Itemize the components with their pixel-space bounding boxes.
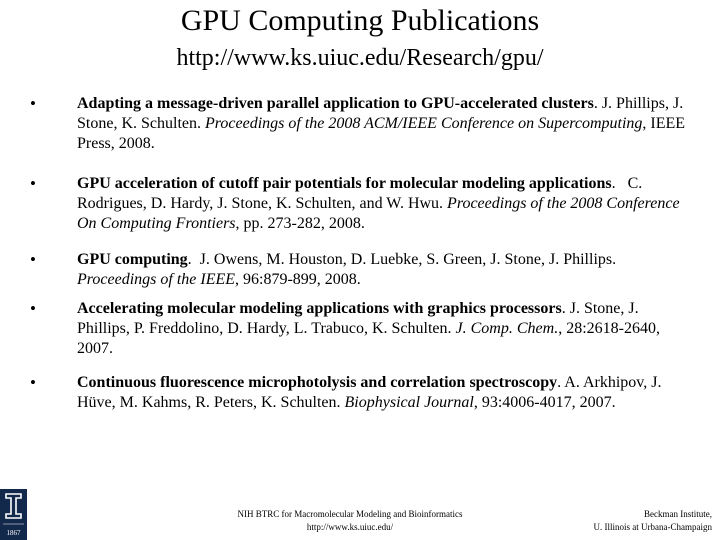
footer-organization: NIH BTRC for Macromolecular Modeling and Bioinformatics <box>237 509 463 519</box>
publication-venue: Proceedings of the 2008 Conference On Computing Frontiers <box>77 195 680 232</box>
publication-title: GPU computing <box>77 251 188 268</box>
publication-venue: Proceedings of the IEEE <box>77 271 236 288</box>
footer-right <box>532 508 712 534</box>
illinois-i-icon <box>0 489 27 540</box>
publication-details: , pp. 273-282, 2008. <box>235 215 365 232</box>
footer-center <box>225 508 475 534</box>
publication-citation <box>77 299 689 359</box>
publication-authors: J. Phillips, J. Stone, K. Schulten. <box>77 95 684 132</box>
title-separator: . <box>593 95 598 112</box>
publication-details: , 96:879-899, 2008. <box>235 271 361 288</box>
publication-authors: A. Arkhipov, J. Hüve, M. Kahms, R. Peters, K. Schulten. <box>77 374 662 411</box>
publication-details: , 28:2618-2640, 2007. <box>77 320 660 357</box>
publication-title: Accelerating molecular modeling applications with graphics processors <box>77 300 562 317</box>
publication-venue: J. Comp. Chem. <box>455 320 559 337</box>
publication-title: Adapting a message-driven parallel application to GPU-accelerated clusters <box>77 95 594 112</box>
title-separator: . <box>187 251 192 268</box>
publication-authors: J. Stone, J. Phillips, P. Freddolino, D. Hardy, L. Trabuco, K. Schulten. <box>77 300 639 337</box>
footer-institute: Beckman Institute, <box>644 509 712 519</box>
publication-authors: J. Owens, M. Houston, D. Luebke, S. Green, J. Stone, J. Phillips. <box>199 251 617 268</box>
bullet: • <box>30 299 36 318</box>
page-title: GPU Computing Publications <box>180 4 540 37</box>
publication-citation <box>77 174 689 234</box>
logo-year: 1867 <box>6 529 21 537</box>
publication-venue: Proceedings of the 2008 ACM/IEEE Conference on Supercomputing <box>205 115 643 132</box>
bullet: • <box>30 94 36 113</box>
publication-venue: Biophysical Journal <box>344 394 474 411</box>
publication-details: , 93:4006-4017, 2007. <box>473 394 616 411</box>
title-separator: . <box>561 300 566 317</box>
publication-authors: C. Rodrigues, D. Hardy, J. Stone, K. Schulten, and W. Hwu. <box>77 175 643 212</box>
publication-details: , IEEE Press, 2008. <box>77 115 686 152</box>
publication-title: GPU acceleration of cutoff pair potentials for molecular modeling applications <box>77 175 612 192</box>
bullet: • <box>30 373 36 392</box>
publication-citation <box>77 94 689 154</box>
publication-citation <box>77 373 689 413</box>
title-separator: . <box>611 175 616 192</box>
publication-title: Continuous fluorescence microphotolysis and correlation spectroscopy <box>77 374 558 391</box>
footer-university: U. Illinois at Urbana-Champaign <box>593 522 712 532</box>
bullet: • <box>30 250 36 269</box>
publication-citation <box>77 250 689 290</box>
page-url: http://www.ks.uiuc.edu/Research/gpu/ <box>176 45 544 71</box>
footer-url: http://www.ks.uiuc.edu/ <box>306 522 394 532</box>
bullet: • <box>30 174 36 193</box>
university-logo <box>0 489 27 540</box>
title-separator: . <box>557 374 562 391</box>
